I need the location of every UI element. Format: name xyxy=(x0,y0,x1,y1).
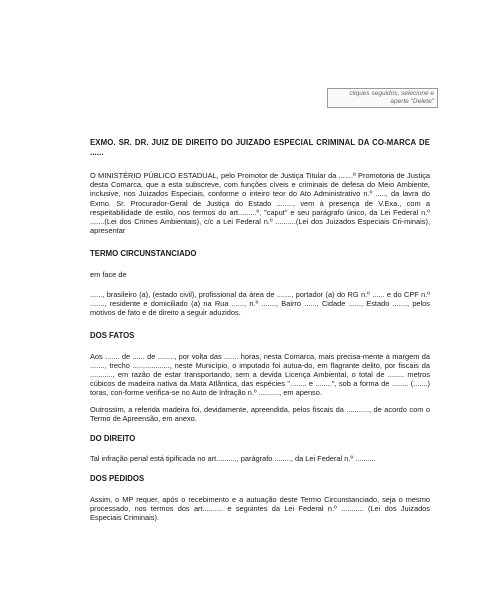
intro-paragraph: O MINISTÉRIO PÚBLICO ESTADUAL, pelo Promotor de Justiça Titular da .......ª Promotoria de Justiça desta Comarca, que a esta subscreve, com funções cíveis e criminais de defesa do Meio Ambiente, inclusive, nos Juizados Especiais, conforme o inteiro teor do Ato Administrativo n.º ....., da lavra do Exmo. Sr. Procurador-Geral de Justiça do Estado ........, vem à presença de V.Exa., com a respeitabilidade de estilo, nos termos do art.........º, "caput" e seu parágrafo único, da Lei Federal n.º .......(Lei dos Crimes Ambientais), c/c a Lei Federal n.º ..........(Lei dos Juizados Especiais Cri-minais), apresentar xyxy=(90,171,430,236)
facts-paragraph-2: Outrossim, a referida madeira foi, devidamente, apreendida, pelos fiscais da ..........., de acordo com o Termo de Apreensão, em anexo. xyxy=(90,404,430,423)
facts-heading: DOS FATOS xyxy=(90,331,135,341)
law-heading: DO DIREITO xyxy=(90,434,136,444)
instruction-note-line-1: cliques seguidos, selecione e xyxy=(349,90,434,97)
instruction-note-line-2: aperte "Delete" xyxy=(390,98,434,105)
law-paragraph: Tal infração penal está tipificada no art.........., parágrafo ........, da Lei Federal n.º .......... xyxy=(90,454,376,464)
facts-paragraph-1: Aos ....... de ...... de ........, por volta das ....... horas, nesta Comarca, mais precisa-mente à margem da ......., trecho .................., neste Município, o imputado foi autua-do, em flagrante delito, por fiscais da ..........., em razão de estar transportando, sem a devida Licença Ambiental, o total de ........ metros cúbicos de madeira nativa da Mata Atlântica, das espécies "........ e ........", sob a forma de ........ (.......) toras, con-forme verifica-se no Auto de Infração n.º .........., em apenso. xyxy=(90,351,430,398)
party-paragraph: ......, brasileiro (a), (estado civil), profissional da área de ......., portador (a) do RG n.º ...... e do CPF n.º ......., residente e domiciliado (a) na Rua ......, n.º ......., Bairro ......, Cidade ......, Estado ......., pelos motivos de fato e de direito a seguir aduzidos. xyxy=(90,289,430,318)
requests-paragraph: Assim, o MP requer, após o recebimento e a autuação deste Termo Circunstanciado, seja o mesmo processado, nos termos dos art.......... e seguintes da Lei Federal n.º ........... (Lei dos Juizados Especiais Criminais). xyxy=(90,494,430,523)
term-heading: TERMO CIRCUNSTANCIADO xyxy=(90,249,197,259)
requests-heading: DOS PEDIDOS xyxy=(90,474,145,484)
document-title: EXMO. SR. DR. JUIZ DE DIREITO DO JUIZADO ESPECIAL CRIMINAL DA CO-MARCA DE ...... xyxy=(90,138,430,157)
face-line: em face de xyxy=(90,269,127,279)
instruction-note[interactable] xyxy=(327,88,438,108)
document-body xyxy=(90,138,430,522)
